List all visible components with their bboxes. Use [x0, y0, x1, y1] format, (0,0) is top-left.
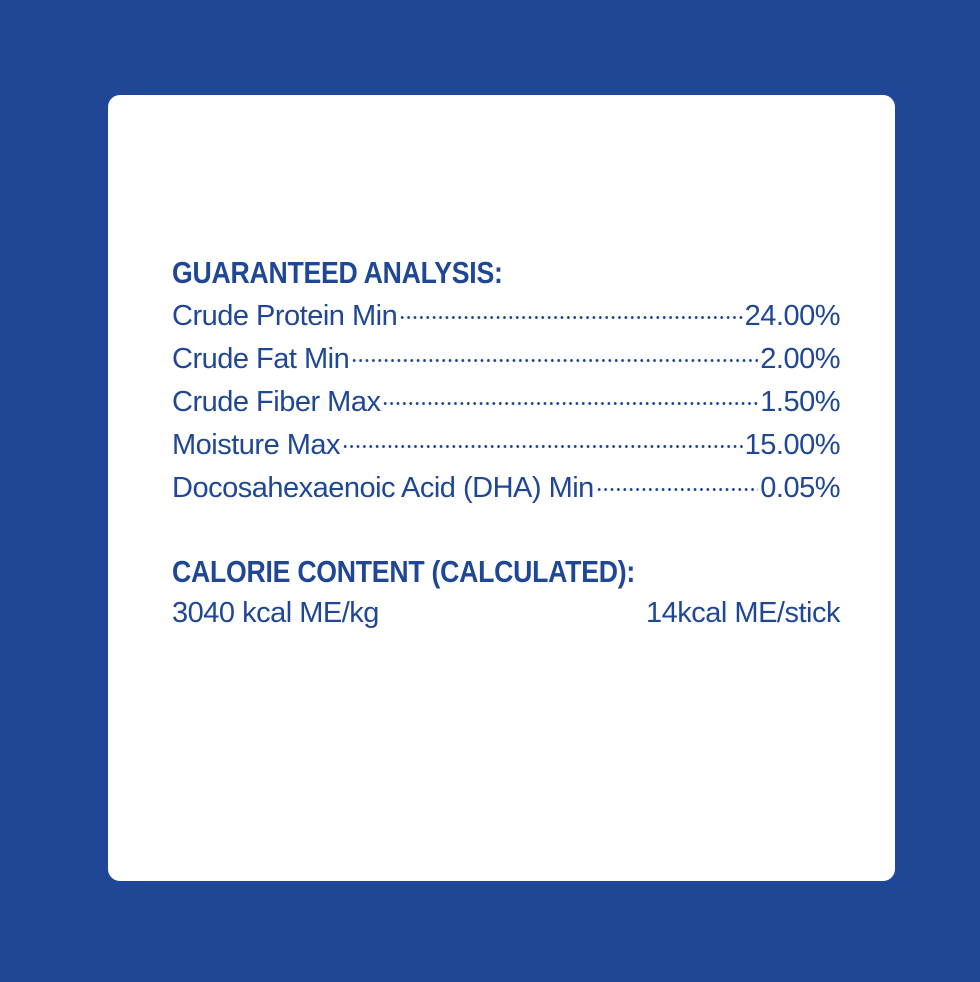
dot-leader	[399, 295, 742, 325]
dot-leader	[596, 467, 758, 497]
calorie-content-heading: CALORIE CONTENT (CALCULATED):	[172, 554, 635, 589]
analysis-value: 2.00%	[760, 343, 840, 375]
analysis-row-crude-fiber	[172, 381, 840, 424]
analysis-value: 0.05%	[760, 472, 840, 504]
label-card	[108, 95, 895, 881]
analysis-label: Crude Fat Min	[172, 343, 350, 375]
analysis-label: Crude Protein Min	[172, 300, 398, 332]
dot-leader	[382, 381, 758, 411]
analysis-row-moisture	[172, 424, 840, 467]
dot-leader	[342, 424, 743, 454]
dot-leader	[351, 338, 758, 368]
calorie-values	[172, 592, 840, 634]
analysis-label: Crude Fiber Max	[172, 386, 381, 418]
analysis-value: 1.50%	[760, 386, 840, 418]
analysis-row-dha	[172, 467, 840, 510]
analysis-row-crude-fat	[172, 338, 840, 381]
analysis-label: Docosahexaenoic Acid (DHA) Min	[172, 472, 594, 504]
guaranteed-analysis-heading: GUARANTEED ANALYSIS:	[172, 255, 503, 290]
analysis-row-crude-protein	[172, 295, 840, 338]
calorie-per-stick: 14kcal ME/stick	[646, 597, 840, 629]
analysis-rows	[172, 295, 840, 510]
analysis-value: 15.00%	[744, 429, 840, 461]
analysis-label: Moisture Max	[172, 429, 341, 461]
analysis-value: 24.00%	[744, 300, 840, 332]
calorie-per-kg: 3040 kcal ME/kg	[172, 597, 379, 629]
nutrition-content	[172, 255, 840, 634]
